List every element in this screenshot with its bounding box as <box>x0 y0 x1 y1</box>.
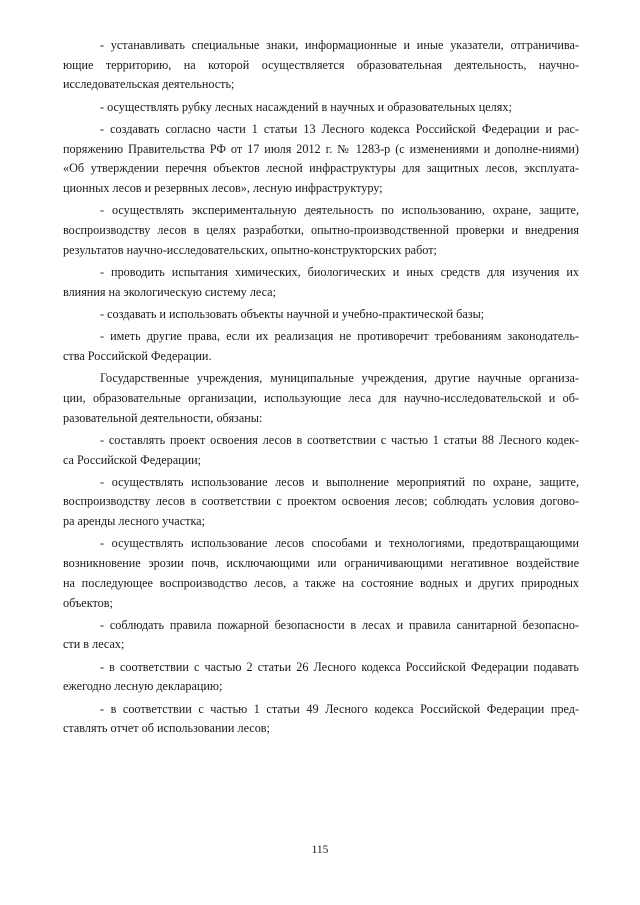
paragraph <box>63 658 579 697</box>
paragraph <box>63 120 579 199</box>
text-line: - составлять проект освоения лесов в соответствии с частью 1 статьи 88 Лесного кодек- <box>100 432 579 447</box>
paragraph <box>63 98 579 118</box>
body-text <box>63 36 579 742</box>
text-line: ционных лесов и резервных лесов», лесную инфраструктуру; <box>63 181 383 195</box>
text-line: - осуществлять использование лесов способами и технологиями, предотвращающими <box>100 536 579 551</box>
text-line: - осуществлять рубку лесных насаждений в научных и образовательных целях; <box>100 99 512 114</box>
paragraph <box>63 327 579 366</box>
paragraph <box>63 263 579 302</box>
text-line: ежегодно лесную декларацию; <box>63 679 223 694</box>
paragraph <box>63 700 579 739</box>
paragraph <box>63 36 579 95</box>
text-line: воспроизводству лесов в соответствии с проектом освоения лесов; соблюдать условия догово- <box>63 494 579 509</box>
text-line: ства Российской Федерации. <box>63 348 212 363</box>
page-number: 115 <box>311 844 329 856</box>
paragraph <box>63 431 579 470</box>
text-line: «Об утверждении перечня объектов лесной инфраструктуры для защитных лесов, эксплуата- <box>63 161 579 176</box>
text-line: ющие территорию, на которой осуществляется образовательная деятельность, научно- <box>63 57 579 72</box>
paragraph <box>63 534 579 613</box>
text-line: - осуществлять использование лесов и выполнение мероприятий по охране, защите, <box>100 474 579 489</box>
paragraph <box>63 305 579 325</box>
text-line: - устанавливать специальные знаки, информационные и иные указатели, отграничива- <box>100 38 579 52</box>
text-line: поряжению Правительства РФ от 17 июля 2012 г. № 1283-р (с изменениями и дополне-ниями) <box>63 141 579 156</box>
paragraph <box>63 201 579 260</box>
text-line: - проводить испытания химических, биологических и иных средств для изучения их <box>100 264 579 279</box>
text-line: - осуществлять экспериментальную деятельность по использованию, охране, защите, <box>100 203 579 218</box>
paragraph <box>63 616 579 655</box>
text-line: разовательной деятельности, обязаны: <box>63 410 263 425</box>
text-line: возникновение эрозии почв, исключающими или ограничивающими негативное воздействие <box>63 556 579 571</box>
text-line: - создавать и использовать объекты научной и учебно-практической базы; <box>100 306 485 321</box>
text-line: исследовательская деятельность; <box>63 77 235 92</box>
text-line: воспроизводству лесов в целях разработки, опытно-производственной проверки и внедрения <box>63 222 579 237</box>
text-line: са Российской Федерации; <box>63 452 202 467</box>
paragraph <box>63 369 579 428</box>
text-line: ра аренды лесного участка; <box>63 514 205 529</box>
paragraph <box>63 473 579 532</box>
text-line: - создавать согласно части 1 статьи 13 Лесного кодекса Российской Федерации и рас- <box>100 121 579 136</box>
text-line: сти в лесах; <box>63 637 125 652</box>
text-line: на последующее воспроизводство лесов, а также на состояние водных и других природных <box>63 575 579 590</box>
text-line: ставлять отчет об использовании лесов; <box>63 721 270 736</box>
text-line: - в соответствии с частью 2 статьи 26 Лесного кодекса Российской Федерации подавать <box>100 659 579 674</box>
text-line: Государственные учреждения, муниципальные учреждения, другие научные организа- <box>100 371 579 386</box>
text-line: - соблюдать правила пожарной безопасности в лесах и правила санитарной безопасно- <box>100 617 579 632</box>
text-line: - иметь другие права, если их реализация не противоречит требованиям законодатель- <box>100 329 579 344</box>
text-line: результатов научно-исследовательских, опытно-конструкторских работ; <box>63 242 437 257</box>
text-line: объектов; <box>63 595 113 610</box>
text-line: влияния на экологическую систему леса; <box>63 284 276 299</box>
text-line: ции, образовательные организации, использующие леса для научно-исследовательской и об- <box>63 390 579 405</box>
text-line: - в соответствии с частью 1 статьи 49 Лесного кодекса Российской Федерации пред- <box>100 701 579 716</box>
